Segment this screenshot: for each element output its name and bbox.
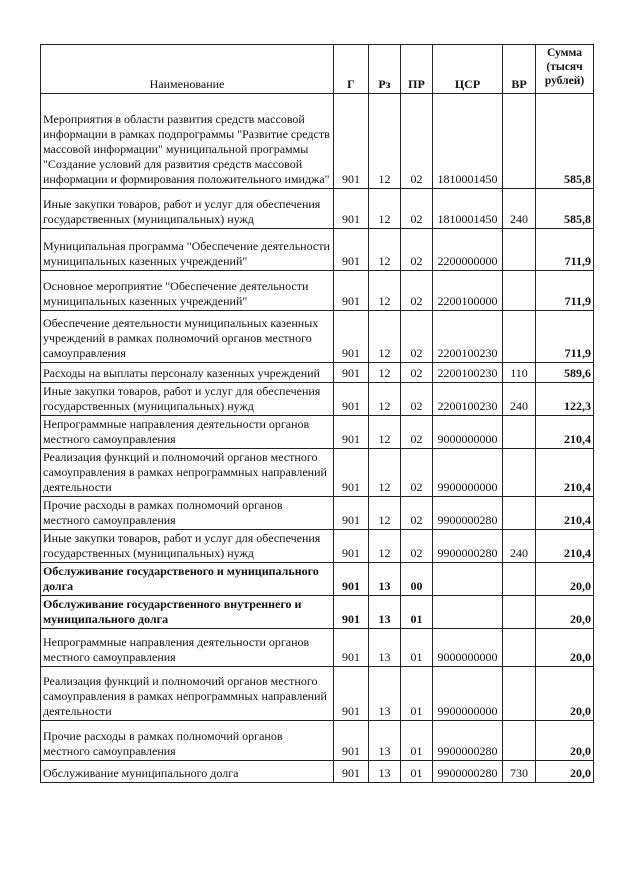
row-name: Непрограммные направления деятельности органов местного самоуправления (41, 629, 334, 667)
row-sum: 585,8 (536, 189, 594, 229)
header-g: Г (334, 45, 369, 94)
table-row (41, 563, 594, 596)
row-csr: 9900000000 (433, 449, 503, 497)
row-rz: 13 (369, 629, 401, 667)
row-vr: 240 (503, 189, 536, 229)
row-rz: 12 (369, 383, 401, 416)
row-vr: 110 (503, 363, 536, 383)
row-g: 901 (334, 416, 369, 449)
row-g: 901 (334, 363, 369, 383)
row-sum: 711,9 (536, 271, 594, 311)
row-name: Иные закупки товаров, работ и услуг для обеспечения государственных (муниципальных) нужд (41, 530, 334, 563)
table-row (41, 311, 594, 363)
row-sum: 210,4 (536, 416, 594, 449)
table-row (41, 383, 594, 416)
row-sum: 20,0 (536, 761, 594, 783)
row-g: 901 (334, 667, 369, 721)
row-rz: 12 (369, 94, 401, 189)
row-name: Обслуживание государственого и муниципального долга (41, 563, 334, 596)
row-csr: 2200100000 (433, 271, 503, 311)
table-row (41, 667, 594, 721)
row-sum: 20,0 (536, 563, 594, 596)
row-pr: 01 (401, 761, 433, 783)
row-csr: 2200100230 (433, 363, 503, 383)
row-vr: 240 (503, 530, 536, 563)
row-name: Обслуживание государственного внутреннего и муниципального долга (41, 596, 334, 629)
row-csr: 9900000280 (433, 497, 503, 530)
row-pr: 02 (401, 189, 433, 229)
row-csr: 9900000000 (433, 667, 503, 721)
row-pr: 02 (401, 363, 433, 383)
row-vr (503, 416, 536, 449)
header-name: Наименование (41, 45, 334, 94)
row-rz: 13 (369, 563, 401, 596)
row-rz: 13 (369, 761, 401, 783)
row-pr: 01 (401, 721, 433, 761)
row-vr (503, 667, 536, 721)
row-g: 901 (334, 229, 369, 271)
row-g: 901 (334, 383, 369, 416)
table-row (41, 449, 594, 497)
row-csr: 9900000280 (433, 761, 503, 783)
row-g: 901 (334, 189, 369, 229)
row-g: 901 (334, 530, 369, 563)
table-row (41, 363, 594, 383)
row-vr (503, 229, 536, 271)
row-vr (503, 271, 536, 311)
header-rz: Рз (369, 45, 401, 94)
row-csr (433, 596, 503, 629)
row-vr (503, 497, 536, 530)
row-pr: 02 (401, 416, 433, 449)
row-sum: 20,0 (536, 596, 594, 629)
row-csr: 9900000280 (433, 721, 503, 761)
header-pr: ПР (401, 45, 433, 94)
table-body (41, 94, 594, 783)
row-sum: 711,9 (536, 311, 594, 363)
row-g: 901 (334, 721, 369, 761)
row-rz: 12 (369, 449, 401, 497)
row-rz: 12 (369, 497, 401, 530)
row-rz: 12 (369, 416, 401, 449)
row-name: Непрограммные направления деятельности органов местного самоуправления (41, 416, 334, 449)
row-sum: 589,6 (536, 363, 594, 383)
row-vr (503, 311, 536, 363)
row-vr (503, 563, 536, 596)
row-csr: 1810001450 (433, 94, 503, 189)
row-name: Реализация функций и полномочий органов местного самоуправления в рамках непрограммных направлений деятельности (41, 667, 334, 721)
row-g: 901 (334, 94, 369, 189)
row-sum: 20,0 (536, 629, 594, 667)
row-pr: 02 (401, 497, 433, 530)
table-row (41, 629, 594, 667)
row-name: Расходы на выплаты персоналу казенных учреждений (41, 363, 334, 383)
row-vr (503, 629, 536, 667)
table-row (41, 596, 594, 629)
row-csr: 9900000280 (433, 530, 503, 563)
table-row (41, 721, 594, 761)
row-name: Основное мероприятие "Обеспечение деятельности муниципальных казенных учреждений" (41, 271, 334, 311)
row-sum: 20,0 (536, 721, 594, 761)
table-row (41, 497, 594, 530)
row-vr (503, 449, 536, 497)
table-row (41, 761, 594, 783)
row-pr: 02 (401, 271, 433, 311)
row-g: 901 (334, 596, 369, 629)
table-row (41, 189, 594, 229)
row-vr: 240 (503, 383, 536, 416)
row-rz: 12 (369, 311, 401, 363)
header-csr: ЦСР (433, 45, 503, 94)
row-g: 901 (334, 761, 369, 783)
row-name: Иные закупки товаров, работ и услуг для обеспечения государственных (муниципальных) нужд (41, 189, 334, 229)
row-sum: 711,9 (536, 229, 594, 271)
row-pr: 00 (401, 563, 433, 596)
row-vr: 730 (503, 761, 536, 783)
row-pr: 01 (401, 629, 433, 667)
row-sum: 210,4 (536, 449, 594, 497)
row-vr (503, 596, 536, 629)
row-pr: 01 (401, 667, 433, 721)
table-row (41, 94, 594, 189)
row-name: Мероприятия в области развития средств массовой информации в рамках подпрограммы "Развитие средств массовой информации" муниципальной программы "Создание условий для развития средств массовой информации и формирования положительного имиджа" (41, 94, 334, 189)
row-pr: 01 (401, 596, 433, 629)
row-rz: 13 (369, 721, 401, 761)
row-rz: 12 (369, 229, 401, 271)
row-pr: 02 (401, 229, 433, 271)
row-sum: 585,8 (536, 94, 594, 189)
row-g: 901 (334, 563, 369, 596)
row-csr: 2200100230 (433, 383, 503, 416)
row-pr: 02 (401, 94, 433, 189)
row-rz: 13 (369, 596, 401, 629)
row-name: Реализация функций и полномочий органов местного самоуправления в рамках непрограммных направлений деятельности (41, 449, 334, 497)
row-name: Муниципальная программа "Обеспечение деятельности муниципальных казенных учреждений" (41, 229, 334, 271)
header-sum: Сумма (тысяч рублей) (536, 45, 594, 94)
row-vr (503, 94, 536, 189)
row-csr: 2200000000 (433, 229, 503, 271)
table-row (41, 229, 594, 271)
table-row (41, 530, 594, 563)
row-csr: 1810001450 (433, 189, 503, 229)
row-name: Обеспечение деятельности муниципальных казенных учреждений в рамках полномочий органов местного самоуправления (41, 311, 334, 363)
table-row (41, 416, 594, 449)
row-rz: 12 (369, 271, 401, 311)
row-pr: 02 (401, 530, 433, 563)
row-rz: 12 (369, 530, 401, 563)
row-sum: 122,3 (536, 383, 594, 416)
row-rz: 12 (369, 363, 401, 383)
row-g: 901 (334, 271, 369, 311)
row-g: 901 (334, 311, 369, 363)
row-g: 901 (334, 497, 369, 530)
row-csr: 9000000000 (433, 629, 503, 667)
row-pr: 02 (401, 311, 433, 363)
header-vr: ВР (503, 45, 536, 94)
row-sum: 210,4 (536, 530, 594, 563)
row-pr: 02 (401, 383, 433, 416)
row-vr (503, 721, 536, 761)
row-rz: 13 (369, 667, 401, 721)
row-csr: 9000000000 (433, 416, 503, 449)
row-name: Иные закупки товаров, работ и услуг для обеспечения государственных (муниципальных) нужд (41, 383, 334, 416)
table-row (41, 271, 594, 311)
row-g: 901 (334, 629, 369, 667)
budget-table (40, 44, 594, 783)
row-g: 901 (334, 449, 369, 497)
row-rz: 12 (369, 189, 401, 229)
table-header-row (41, 45, 594, 94)
row-name: Прочие расходы в рамках полномочий органов местного самоуправления (41, 721, 334, 761)
row-sum: 210,4 (536, 497, 594, 530)
row-csr: 2200100230 (433, 311, 503, 363)
row-pr: 02 (401, 449, 433, 497)
row-sum: 20,0 (536, 667, 594, 721)
row-name: Прочие расходы в рамках полномочий органов местного самоуправления (41, 497, 334, 530)
budget-table-sheet (40, 44, 593, 783)
row-csr (433, 563, 503, 596)
row-name: Обслуживание муниципального долга (41, 761, 334, 783)
